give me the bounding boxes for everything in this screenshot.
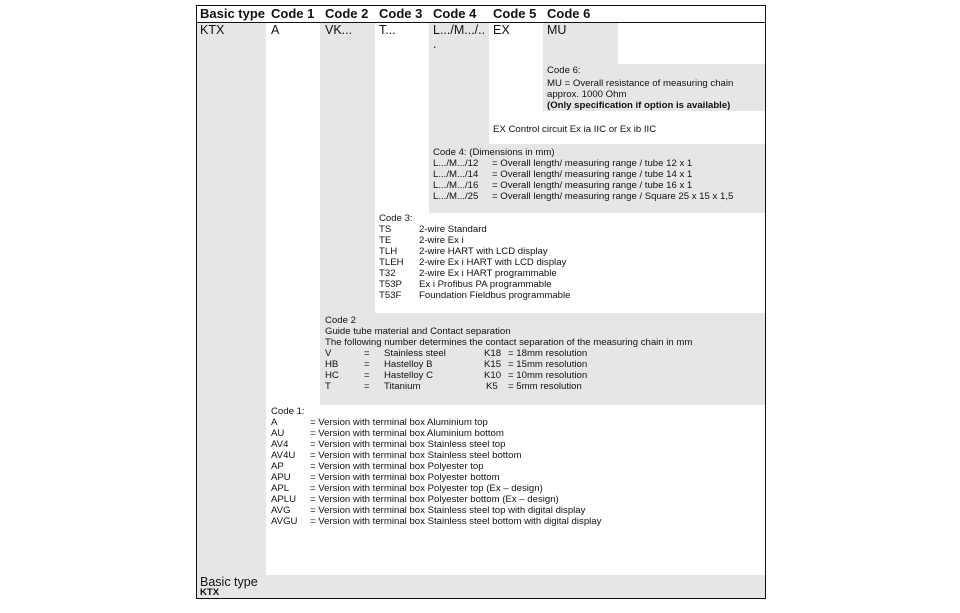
code2-row-eq: = — [364, 381, 370, 392]
code3-row-desc: Foundation Fieldbus programmable — [419, 290, 571, 301]
header-code4: Code 4 — [433, 6, 477, 21]
code2-row-kdesc: = 10mm resolution — [508, 370, 588, 381]
code2-row-material: Hastelloy B — [384, 359, 433, 370]
code4-title: Code 4: (Dimensions in mm) — [433, 147, 555, 158]
code3-row-desc: 2-wire HART with LCD display — [419, 246, 548, 257]
code4-row-code: L.../M.../12 — [433, 158, 479, 169]
code2-row-kdesc: = 5mm resolution — [508, 381, 582, 392]
code1-row-code: AU — [271, 428, 285, 439]
value-code4: L.../M.../.. — [433, 23, 486, 37]
code1-title: Code 1: — [271, 406, 305, 417]
code2-row-code: HC — [325, 370, 339, 381]
value-code4-dot: . — [433, 37, 437, 51]
code1-row-desc: = Version with terminal box Polyester top (Ex – design) — [310, 483, 543, 494]
value-code3: T... — [379, 23, 396, 37]
code3-row-code: TLH — [379, 246, 398, 257]
code1-row-desc: = Version with terminal box Stainless steel top with digital display — [310, 505, 586, 516]
code1-row-desc: = Version with terminal box Polyester bottom (Ex – design) — [310, 494, 559, 505]
value-code6: MU — [547, 23, 567, 37]
code2-row-kcode: K18 — [484, 348, 502, 359]
code2-row-material: Hastelloy C — [384, 370, 434, 381]
code4-row-code: L.../M.../25 — [433, 191, 479, 202]
code3-row-desc: 2-wire Ex i HART programmable — [419, 268, 557, 279]
code1-row-code: AVGU — [271, 516, 298, 527]
code2-row-kcode: K15 — [484, 359, 502, 370]
code1-row-code: AV4 — [271, 439, 289, 450]
code3-row-code: TE — [379, 235, 392, 246]
code3-row-code: T53F — [379, 290, 402, 301]
value-code5: EX — [493, 23, 510, 37]
code3-row-desc: Ex i Profibus PA programmable — [419, 279, 552, 290]
code3-title: Code 3: — [379, 213, 413, 224]
code2-row-code: V — [325, 348, 332, 359]
code1-row-desc: = Version with terminal box Aluminium top — [310, 417, 488, 428]
code3-row-desc: 2-wire Standard — [419, 224, 487, 235]
code4-row-desc: = Overall length/ measuring range / tube 14 x 1 — [492, 169, 693, 180]
code4-row-code: L.../M.../16 — [433, 180, 479, 191]
code4-row-code: L.../M.../14 — [433, 169, 479, 180]
code1-row-code: APU — [271, 472, 291, 483]
header-code3: Code 3 — [379, 6, 423, 21]
code1-row-desc: = Version with terminal box Stainless steel top — [310, 439, 506, 450]
code2-title: Code 2 — [325, 315, 356, 326]
code4-row-desc: = Overall length/ measuring range / tube 16 x 1 — [492, 180, 693, 191]
value-code1: A — [271, 23, 280, 37]
code2-row-kdesc: = 15mm resolution — [508, 359, 588, 370]
header-code1: Code 1 — [271, 6, 315, 21]
code1-row-desc: = Version with terminal box Stainless steel bottom — [310, 450, 522, 461]
header-code5: Code 5 — [493, 6, 537, 21]
code1-row-code: AVG — [271, 505, 291, 516]
code2-row-code: T — [325, 381, 331, 392]
code2-row-material: Stainless steel — [384, 348, 446, 359]
code3-row-desc: 2-wire Ex i HART with LCD display — [419, 257, 567, 268]
header-basic-type: Basic type — [200, 6, 266, 21]
code1-row-code: AV4U — [271, 450, 296, 461]
code1-row-code: APL — [271, 483, 290, 494]
code1-row-code: AP — [271, 461, 284, 472]
value-code2: VK... — [325, 23, 353, 37]
code2-row-material: Titanium — [384, 381, 421, 392]
code2-row-eq: = — [364, 359, 370, 370]
code3-row-code: TS — [379, 224, 392, 235]
code1-row-code: APLU — [271, 494, 297, 505]
code1-row-desc: = Version with terminal box Aluminium bottom — [310, 428, 504, 439]
code2-row-kcode: K5 — [486, 381, 498, 392]
footer-label: Basic type — [200, 575, 258, 589]
code2-row-code: HB — [325, 359, 339, 370]
code3-row-desc: 2-wire Ex i — [419, 235, 464, 246]
code6-title: Code 6: — [547, 65, 581, 76]
code2-row-kcode: K10 — [484, 370, 502, 381]
code1-row-desc: = Version with terminal box Stainless steel bottom with digital display — [310, 516, 602, 527]
code2-row-eq: = — [364, 370, 370, 381]
code6-note: (Only specification if option is available) — [547, 100, 731, 111]
code3-row-code: TLEH — [379, 257, 404, 268]
code4-row-desc: = Overall length/ measuring range / tube 12 x 1 — [492, 158, 693, 169]
value-basic-type: KTX — [200, 23, 225, 37]
code2-row-eq: = — [364, 348, 370, 359]
code6-line1: MU = Overall resistance of measuring chain — [547, 78, 734, 89]
code6-line2: approx. 1000 Ohm — [547, 89, 627, 100]
code2-line1: Guide tube material and Contact separation — [325, 326, 511, 337]
code4-row-desc: = Overall length/ measuring range / Square 25 x 15 x 1,5 — [492, 191, 734, 202]
code1-row-desc: = Version with terminal box Polyester bottom — [310, 472, 500, 483]
code3-row-code: T53P — [379, 279, 402, 290]
header-code2: Code 2 — [325, 6, 369, 21]
header-code6: Code 6 — [547, 6, 591, 21]
code2-line2: The following number determines the contact separation of the measuring chain in mm — [325, 337, 693, 348]
code3-row-code: T32 — [379, 268, 396, 279]
footer-value: KTX — [200, 587, 220, 598]
code1-row-desc: = Version with terminal box Polyester top — [310, 461, 484, 472]
code1-row-code: A — [271, 417, 278, 428]
code5-text: EX Control circuit Ex ia IIC or Ex ib IIC — [493, 124, 657, 135]
code2-row-kdesc: = 18mm resolution — [508, 348, 588, 359]
